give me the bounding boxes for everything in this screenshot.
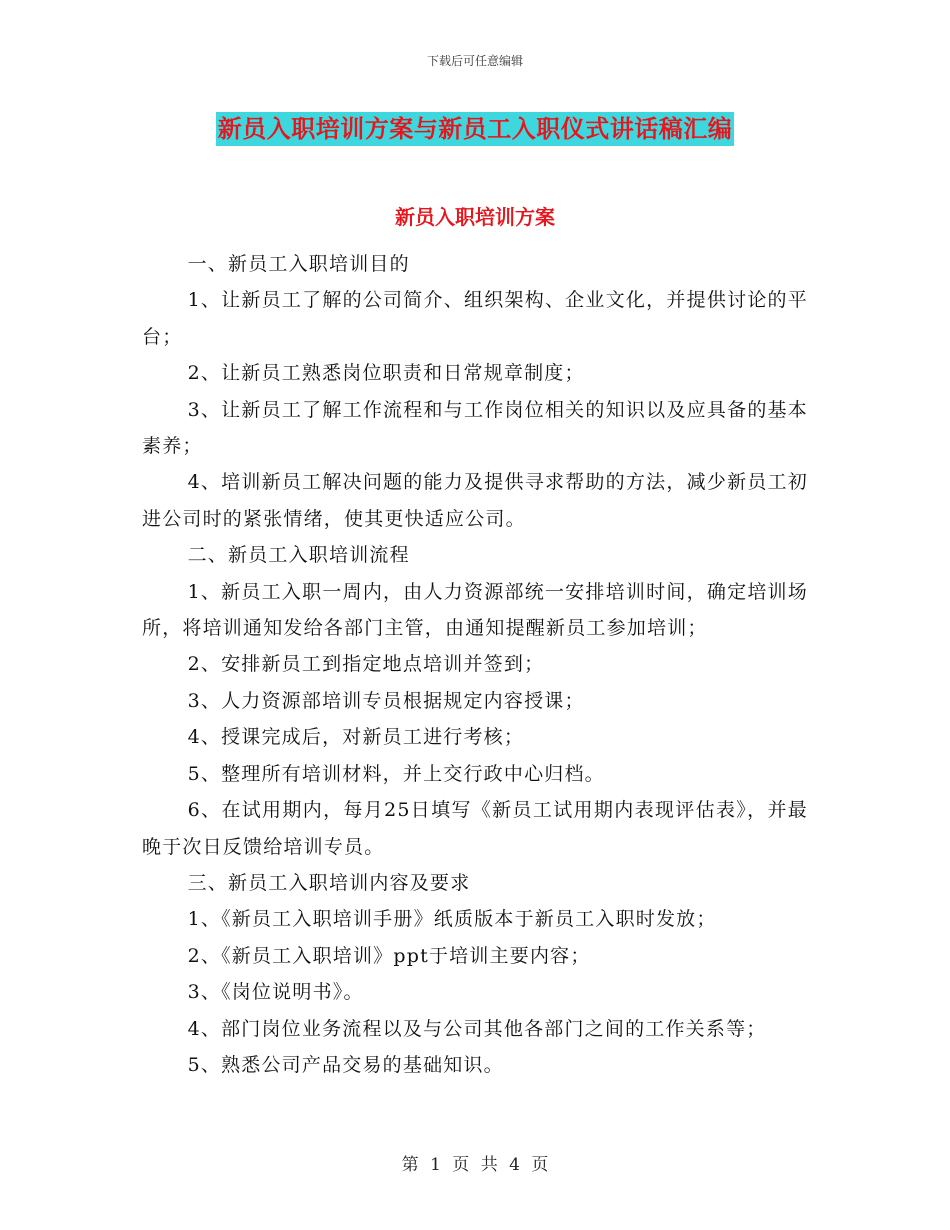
paragraph: 2、让新员工熟悉岗位职责和日常规章制度； [187, 362, 585, 385]
paragraph: 1、《新员工入职培训手册》纸质版本于新员工入职时发放； [187, 908, 717, 931]
paragraph: 3、《岗位说明书》。 [187, 981, 364, 1004]
page-footer-page-number: 第 1 页 共 4 页 [401, 1155, 549, 1175]
document-body [142, 246, 808, 1083]
paragraph: 1、新员工入职一周内，由人力资源部统一安排培训时间，确定培训场所，将培训通知发给各部门主管，由通知提醒新员工参加培训； [142, 580, 808, 640]
document-main-title: 新员入职培训方案与新员工入职仪式讲话稿汇编 [216, 112, 735, 146]
paragraph: 6、在试用期内，每月25日填写《新员工试用期内表现评估表》，并最晚于次日反馈给培训专员。 [142, 799, 808, 858]
paragraph: 5、整理所有培训材料，并上交行政中心归档。 [187, 762, 605, 785]
paragraph: 4、部门岗位业务流程以及与公司其他各部门之间的工作关系等； [187, 1017, 767, 1040]
paragraph: 2、安排新员工到指定地点培训并签到； [187, 653, 545, 676]
paragraph: 3、人力资源部培训专员根据规定内容授课； [187, 689, 585, 712]
main-title-container [0, 112, 950, 146]
heading-process: 二、新员工入职培训流程 [187, 544, 410, 567]
paragraph: 4、培训新员工解决问题的能力及提供寻求帮助的方法，减少新员工初进公司时的紧张情绪，使其更快适应公司。 [142, 471, 808, 530]
section-title: 新员入职培训方案 [395, 205, 555, 229]
paragraph: 2、《新员工入职培训》ppt于培训主要内容； [187, 944, 591, 967]
paragraph: 3、让新员工了解工作流程和与工作岗位相关的知识以及应具备的基本素养； [142, 398, 808, 458]
heading-content: 三、新员工入职培训内容及要求 [187, 871, 471, 894]
paragraph: 1、让新员工了解的公司简介、组织架构、企业文化，并提供讨论的平台； [142, 289, 808, 348]
heading-purpose: 一、新员工入职培训目的 [187, 253, 410, 275]
paragraph: 4、授课完成后，对新员工进行考核； [187, 726, 525, 749]
page-header-note: 下载后可任意编辑 [426, 54, 523, 68]
paragraph: 5、熟悉公司产品交易的基础知识。 [187, 1053, 504, 1076]
